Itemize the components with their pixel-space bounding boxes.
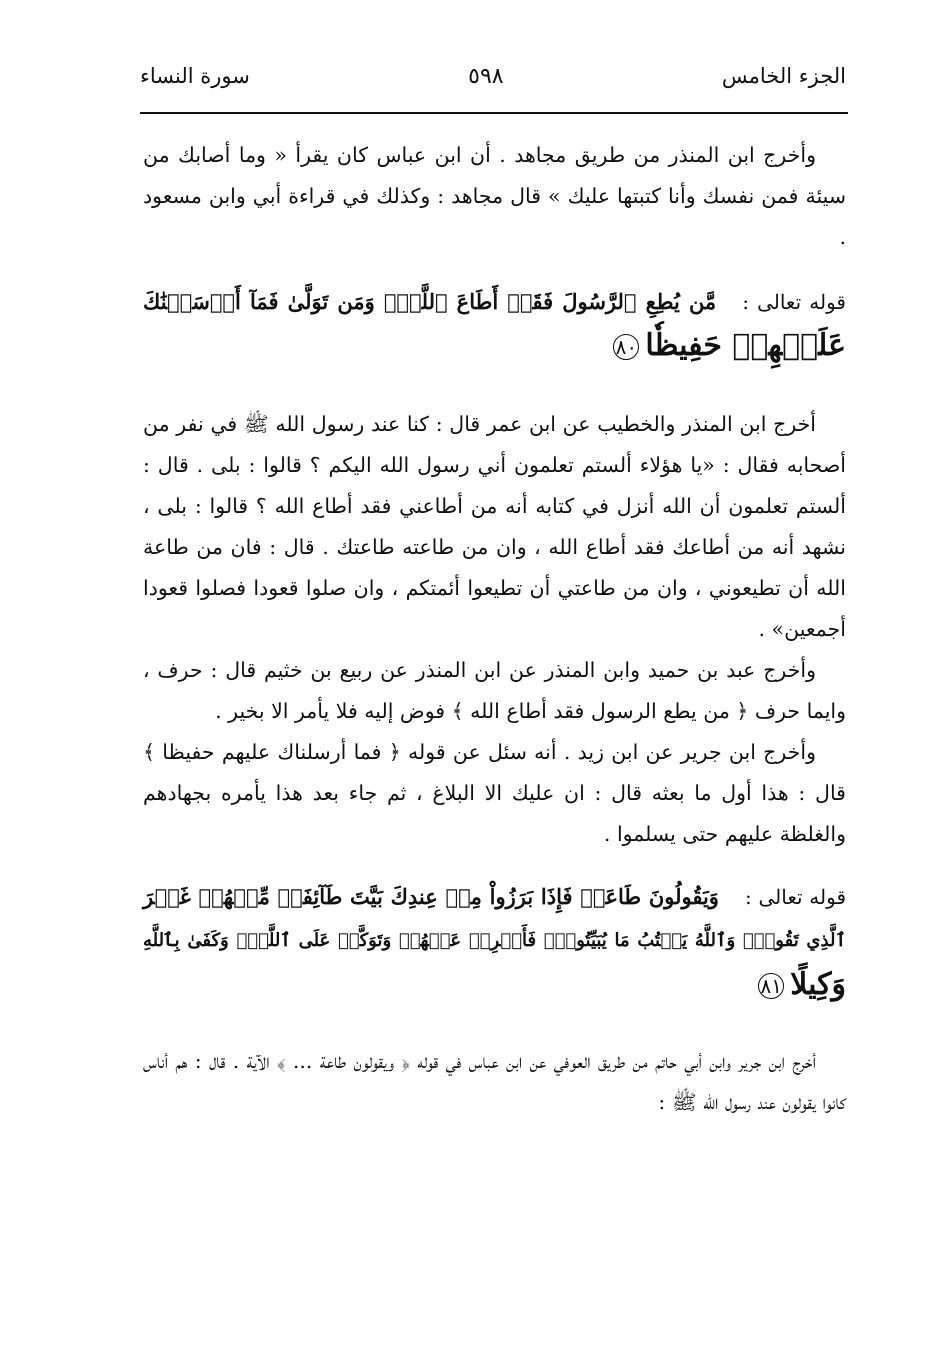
verse-intro: قوله تعالى :	[744, 885, 846, 909]
ayah-number-marker: ٨٠	[613, 334, 639, 360]
surah-name: سورة النساء	[140, 64, 250, 88]
page-number: ٥٩٨	[468, 63, 504, 89]
paragraph-5: أخرج ابن جرير وابن أبي حاتم من طريق العوفي عن ابن عباس في قوله ﴿ ويقولون طاعة ... ﴾ الآية . قال : هم أناس كانوا يقولون عند رسول الله ﷺ :	[143, 1049, 846, 1114]
verse-line	[143, 280, 846, 324]
verse-line	[143, 919, 846, 963]
verse-text: وَيَقُولُونَ طَاعَةٞ فَإِذَا بَرَزُواْ مِنۡ عِندِكَ بَيَّتَ طَآئِفَةٞ مِّنۡهُمۡ غَيۡرَ	[143, 884, 719, 909]
verse-line	[143, 324, 846, 368]
paragraph-2: أخرج ابن المنذر والخطيب عن ابن عمر قال : كنا عند رسول الله ﷺ في نفر من أصحابه فقال : «يا هؤلاء ألستم تعلمون أني رسول الله اليكم ؟ قالوا : بلى . قال : ألستم تعلمون أن الله أنزل في كتابه أنه من أطاعني فقد أطاع الله ؟ قالوا : بلى ، نشهد أنه من أطاعك فقد أطاع الله ، وان من طاعته طاعتك . قال : فان من طاعة الله أن تطيعوني ، وان من طاعتي أن تطيعوا أئمتكم ، وان صلوا قعودا فصلوا قعودا أجمعين» .	[143, 412, 846, 641]
juz-label: الجزء الخامس	[721, 64, 846, 88]
verse-text: وَكِيلًا	[790, 967, 846, 1002]
verse-text: ٱلَّذِي تَقُولُۖ وَٱللَّهُ يَكۡتُبُ مَا يُبَيِّتُونَۖ فَأَعۡرِضۡ عَنۡهُمۡ وَتَوَكَّلۡ عَلَى ٱللَّهِۚ وَكَفَىٰ بِٱللَّهِ	[143, 930, 846, 951]
quran-verse-81	[143, 875, 846, 1007]
paragraph-4: وأخرج ابن جرير عن ابن زيد . أنه سئل عن قوله ﴿ فما أرسلناك عليهم حفيظا ﴾ قال : هذا أول ما بعثه قال : ان عليك الا البلاغ ، ثم جاء بعد هذا يأمره بجهادهم والغلظة عليهم حتى يسلموا .	[143, 740, 846, 846]
page-header	[140, 56, 846, 96]
header-rule	[140, 112, 848, 114]
verse-intro: قوله تعالى :	[742, 290, 846, 314]
verse-text: مَّن يُطِعِ ٱلرَّسُولَ فَقَدۡ أَطَاعَ ٱللَّهَۖ وَمَن تَوَلَّىٰ فَمَآ أَرۡسَلۡنَٰكَ	[143, 289, 717, 314]
verse-line	[143, 963, 846, 1007]
verse-text: عَلَيۡهِمۡ حَفِيظٗا	[645, 328, 846, 363]
verse-line	[143, 875, 846, 919]
paragraph-3: وأخرج عبد بن حميد وابن المنذر عن ابن المنذر عن ربيع بن خثيم قال : حرف ، وايما حرف ﴿ من يطع الرسول فقد أطاع الله ﴾ فوض إليه فلا يأمر الا بخير .	[143, 658, 846, 723]
page-body	[143, 135, 846, 1123]
ayah-number-marker: ٨١	[758, 973, 784, 999]
paragraph-1: وأخرج ابن المنذر من طريق مجاهد . أن ابن عباس كان يقرأ « وما أصابك من سيئة فمن نفسك وأنا كتبتها عليك » قال مجاهد : وكذلك في قراءة أبي وابن مسعود .	[143, 143, 846, 249]
quran-verse-80	[143, 280, 846, 368]
